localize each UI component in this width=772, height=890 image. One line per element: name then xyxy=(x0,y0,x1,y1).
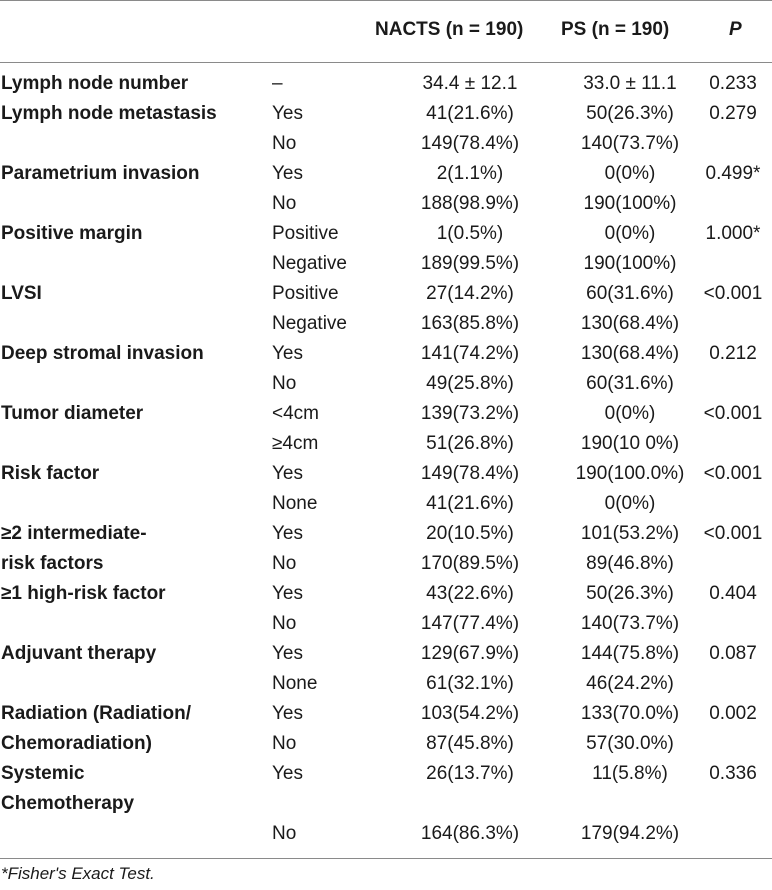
table-row xyxy=(0,159,772,189)
nacts-value: 170(89.5%) xyxy=(420,553,520,574)
nacts-value: 41(21.6%) xyxy=(426,103,514,124)
p-value: 0.336 xyxy=(709,763,757,784)
nacts-value: 129(67.9%) xyxy=(420,643,520,664)
p-value: 0.279 xyxy=(709,103,757,124)
row-sublabel: Negative xyxy=(272,253,347,274)
nacts-value: 20(10.5%) xyxy=(426,523,514,544)
row-sublabel: No xyxy=(272,133,297,154)
footnote: *Fisher's Exact Test. xyxy=(1,864,155,883)
table-row xyxy=(0,69,772,99)
ps-value: 179(94.2%) xyxy=(580,823,680,844)
nacts-value: 34.4 ± 12.1 xyxy=(422,73,518,94)
header-p: P xyxy=(729,19,742,40)
p-value: 0.233 xyxy=(709,73,757,94)
table-row xyxy=(0,759,772,789)
row-sublabel: No xyxy=(272,733,297,754)
table-row xyxy=(0,669,772,699)
nacts-value: 41(21.6%) xyxy=(426,493,514,514)
ps-value: 140(73.7%) xyxy=(580,613,680,634)
ps-value: 144(75.8%) xyxy=(580,643,680,664)
nacts-value: 164(86.3%) xyxy=(420,823,520,844)
ps-value: 140(73.7%) xyxy=(580,133,680,154)
ps-value: 11(5.8%) xyxy=(592,763,668,784)
bottom-rule xyxy=(0,858,772,859)
header-rule xyxy=(0,62,772,63)
ps-value: 0(0%) xyxy=(604,493,656,514)
row-sublabel: Yes xyxy=(272,523,303,544)
table-row xyxy=(0,519,772,549)
row-sublabel: Yes xyxy=(272,703,303,724)
row-sublabel: No xyxy=(272,613,297,634)
row-label: Chemoradiation) xyxy=(1,733,152,754)
row-label: Parametrium invasion xyxy=(1,163,200,184)
row-label: Deep stromal invasion xyxy=(1,343,204,364)
row-sublabel: – xyxy=(272,73,283,94)
p-value: 0.499* xyxy=(705,163,761,184)
nacts-value: 188(98.9%) xyxy=(420,193,520,214)
table-row xyxy=(0,219,772,249)
ps-value: 60(31.6%) xyxy=(586,283,674,304)
header-ps: PS (n = 190) xyxy=(561,19,670,40)
row-sublabel: Positive xyxy=(272,223,339,244)
row-sublabel: Yes xyxy=(272,103,303,124)
table-row xyxy=(0,189,772,219)
ps-value: 57(30.0%) xyxy=(586,733,674,754)
row-label: Risk factor xyxy=(1,463,100,484)
ps-value: 190(10 0%) xyxy=(580,433,680,454)
row-label: ≥2 intermediate- xyxy=(1,523,147,544)
nacts-value: 149(78.4%) xyxy=(420,463,520,484)
ps-value: 190(100.0%) xyxy=(575,463,685,484)
row-sublabel: No xyxy=(272,553,297,574)
nacts-value: 103(54.2%) xyxy=(420,703,520,724)
row-sublabel: Yes xyxy=(272,763,303,784)
nacts-value: 43(22.6%) xyxy=(426,583,514,604)
row-sublabel: Positive xyxy=(272,283,339,304)
ps-value: 33.0 ± 11.1 xyxy=(583,73,677,94)
row-label: Positive margin xyxy=(1,223,143,244)
p-value: 0.404 xyxy=(709,583,757,604)
p-value: 0.087 xyxy=(709,643,757,664)
row-sublabel: No xyxy=(272,823,297,844)
p-value: <0.001 xyxy=(703,523,763,544)
p-value: <0.001 xyxy=(703,283,763,304)
table-row xyxy=(0,729,772,759)
row-sublabel: Yes xyxy=(272,463,303,484)
ps-value: 190(100%) xyxy=(583,193,677,214)
nacts-value: 163(85.8%) xyxy=(420,313,520,334)
ps-value: 50(26.3%) xyxy=(586,103,674,124)
table-row xyxy=(0,279,772,309)
row-sublabel: Negative xyxy=(272,313,347,334)
table-row xyxy=(0,99,772,129)
row-sublabel: No xyxy=(272,193,297,214)
row-sublabel: Yes xyxy=(272,643,303,664)
nacts-value: 87(45.8%) xyxy=(426,733,514,754)
ps-value: 133(70.0%) xyxy=(580,703,680,724)
p-value: 1.000* xyxy=(705,223,761,244)
ps-value: 190(100%) xyxy=(583,253,677,274)
nacts-value: 61(32.1%) xyxy=(426,673,514,694)
ps-value: 0(0%) xyxy=(604,163,656,184)
p-value: <0.001 xyxy=(703,463,763,484)
table-row xyxy=(0,579,772,609)
nacts-value: 26(13.7%) xyxy=(426,763,514,784)
ps-value: 50(26.3%) xyxy=(586,583,674,604)
nacts-value: 139(73.2%) xyxy=(420,403,520,424)
nacts-value: 149(78.4%) xyxy=(420,133,520,154)
row-sublabel: <4cm xyxy=(272,403,319,424)
ps-value: 130(68.4%) xyxy=(580,343,680,364)
row-label: risk factors xyxy=(1,553,104,574)
ps-value: 46(24.2%) xyxy=(586,673,674,694)
table-row xyxy=(0,459,772,489)
row-sublabel: Yes xyxy=(272,163,303,184)
row-label: Lymph node number xyxy=(1,73,189,94)
table-row xyxy=(0,819,772,849)
top-rule xyxy=(0,0,772,1)
table-row xyxy=(0,309,772,339)
table-row xyxy=(0,549,772,579)
p-value: 0.002 xyxy=(709,703,757,724)
row-sublabel: None xyxy=(272,493,318,514)
row-sublabel: Yes xyxy=(272,583,303,604)
header-nacts: NACTS (n = 190) xyxy=(375,19,524,40)
row-label: Lymph node metastasis xyxy=(1,103,217,124)
table-row xyxy=(0,399,772,429)
ps-value: 101(53.2%) xyxy=(580,523,680,544)
row-label: Systemic xyxy=(1,763,85,784)
p-value: <0.001 xyxy=(703,403,763,424)
table-row xyxy=(0,129,772,159)
nacts-value: 141(74.2%) xyxy=(420,343,520,364)
ps-value: 0(0%) xyxy=(604,223,656,244)
table-row xyxy=(0,789,772,819)
row-sublabel: No xyxy=(272,373,297,394)
table-row xyxy=(0,639,772,669)
nacts-value: 147(77.4%) xyxy=(420,613,520,634)
table-row xyxy=(0,339,772,369)
table-row xyxy=(0,429,772,459)
nacts-value: 1(0.5%) xyxy=(436,223,504,244)
row-label: LVSI xyxy=(1,283,42,304)
row-label: Radiation (Radiation/ xyxy=(1,703,191,724)
nacts-value: 189(99.5%) xyxy=(420,253,520,274)
table-row xyxy=(0,249,772,279)
row-label: ≥1 high-risk factor xyxy=(1,583,166,604)
table-row xyxy=(0,699,772,729)
ps-value: 89(46.8%) xyxy=(586,553,674,574)
row-label: Adjuvant therapy xyxy=(1,643,157,664)
nacts-value: 51(26.8%) xyxy=(426,433,514,454)
row-sublabel: ≥4cm xyxy=(272,433,319,454)
row-label: Tumor diameter xyxy=(1,403,144,424)
row-sublabel: None xyxy=(272,673,318,694)
row-label: Chemotherapy xyxy=(1,793,135,814)
ps-value: 60(31.6%) xyxy=(586,373,674,394)
nacts-value: 2(1.1%) xyxy=(436,163,504,184)
p-value: 0.212 xyxy=(709,343,757,364)
ps-value: 0(0%) xyxy=(604,403,656,424)
table-row xyxy=(0,369,772,399)
table-row xyxy=(0,609,772,639)
row-sublabel: Yes xyxy=(272,343,303,364)
ps-value: 130(68.4%) xyxy=(580,313,680,334)
nacts-value: 49(25.8%) xyxy=(426,373,514,394)
table-row xyxy=(0,489,772,519)
nacts-value: 27(14.2%) xyxy=(426,283,514,304)
